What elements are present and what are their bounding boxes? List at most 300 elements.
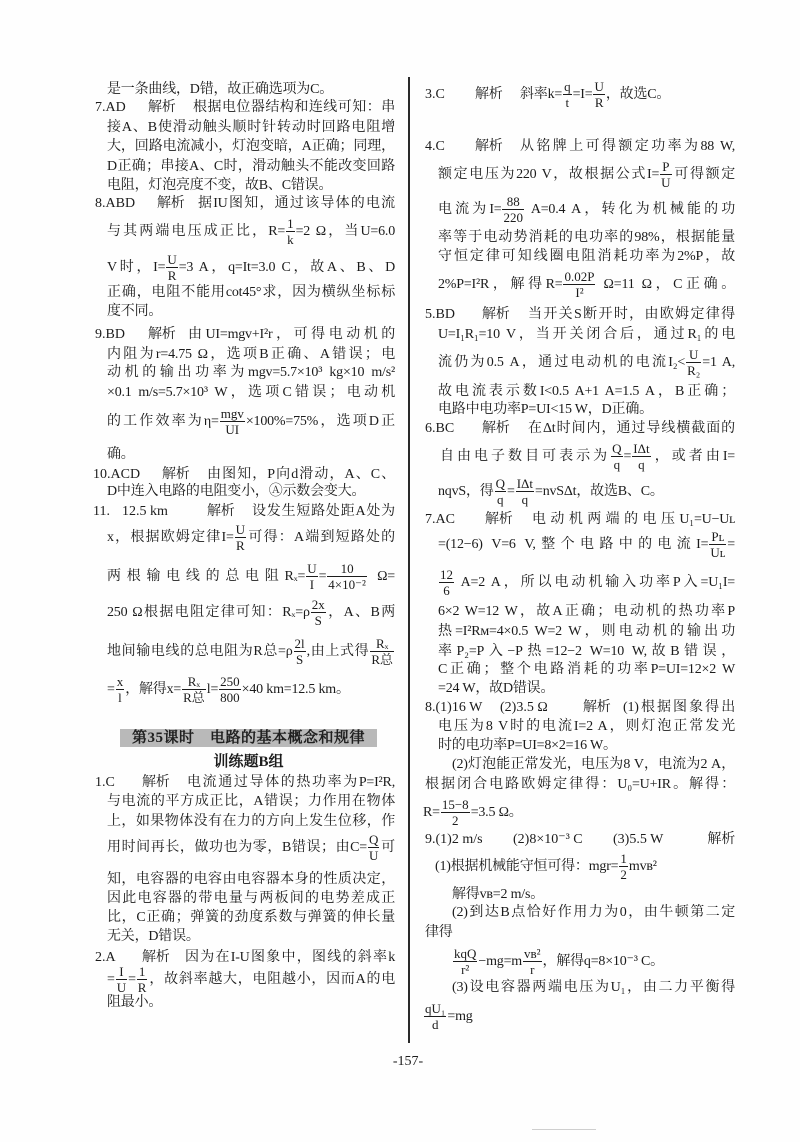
answer-text: = (107, 682, 115, 697)
answer-text: 电流为I= (438, 202, 502, 217)
answer-text: =mg (447, 1009, 473, 1024)
fraction-denominator: R (137, 980, 147, 996)
fraction (563, 269, 595, 300)
analysis-label: 解析 (148, 327, 176, 342)
fraction-numerator: 2x (311, 597, 325, 613)
answer-text: 无关，D错误。 (107, 929, 200, 944)
short-answer: 12.5 km (122, 504, 168, 519)
answer-line (452, 755, 735, 775)
answer-text: 热=I²Rᴍ=4×0.5 W=2 W，则电动机的输出功 (438, 624, 735, 639)
analysis-label: 解析 (207, 504, 235, 519)
answer-text: mvʙ² (628, 859, 657, 874)
fraction-denominator: t (565, 95, 570, 111)
fraction (611, 441, 622, 472)
answer-line (438, 347, 735, 379)
answer-line (107, 157, 395, 177)
fraction (660, 159, 671, 190)
answer-text: 度不同。 (107, 304, 163, 319)
answer-text: 动机的输出功率为mgv=5.7×10³ kg×10 m/s² (107, 365, 395, 380)
answer-line (95, 773, 395, 793)
answer-text: 知，电容器的电容由电容器本身的性质决定， (107, 872, 395, 887)
short-answer: (2)3.5 Ω (500, 700, 548, 715)
answer-text: 用时间再长，做功也为零，B错误；由C= (107, 840, 368, 855)
fraction (327, 561, 367, 592)
answer-text: C正确；整个电路消耗的功率P=UI=12×2 W (438, 662, 735, 677)
lesson-title: 第35课时 电路的基本概念和规律 (120, 729, 377, 747)
fraction-denominator: q (497, 492, 504, 508)
fraction-numerator: 1 (137, 964, 148, 980)
fraction-denominator: S (295, 652, 304, 668)
answer-text: 大，回路电流减小，灯泡变暗，A正确；同理， (107, 139, 395, 154)
answer-line (107, 636, 395, 668)
answer-line (107, 283, 395, 303)
answer-text: 地间输电线的总电阻为R总=ρ (107, 644, 293, 659)
fraction-numerator: x (116, 674, 124, 690)
answer-line (435, 851, 657, 883)
fraction-denominator: R总 (183, 690, 205, 706)
answer-line (438, 247, 735, 267)
answer-text: =1 A, (702, 355, 735, 370)
fraction-numerator: U (686, 347, 701, 363)
answer-text: 250 Ω根据电阻定律可知：Rₓ=ρ (107, 605, 310, 620)
fraction-denominator: UI (225, 422, 240, 438)
answer-text: (3)设电容器两端电压为U₁，由二力平衡得 (452, 980, 735, 995)
fraction-denominator: R (236, 538, 245, 554)
answer-line (107, 302, 162, 322)
answer-text: = (107, 972, 115, 987)
answer-text: A=0.4 A，转化为机械能的功 (524, 202, 736, 217)
fraction-denominator: 2 (452, 813, 459, 829)
answer-text: 可得：A端到短路处的 (247, 530, 395, 545)
fraction-denominator: q (638, 457, 645, 473)
answer-text: 故电流表示数I<0.5 A+1 A=1.5 A，B正确； (438, 384, 735, 399)
analysis-label: 解析 (148, 100, 176, 115)
answer-text: 6×2 W=12 W，故A正确；电动机的热功率P (438, 604, 735, 619)
answer-text: 自由电子数目可表示为 (440, 449, 611, 464)
answer-text: 阻最小。 (107, 995, 163, 1010)
analysis-label: 解析 (142, 775, 170, 790)
answer-text: 根据闭合电路欧姆定律得：U₀=U+IR。解得： (425, 777, 735, 792)
fraction-numerator: 10 (327, 561, 367, 577)
answer-line (438, 567, 735, 599)
answer-line (107, 908, 395, 928)
fraction-denominator: I (309, 577, 315, 593)
answer-text: l= (206, 682, 219, 697)
answer-line (438, 602, 735, 622)
answer-line (423, 797, 523, 829)
answer-text: 由图知，P向d滑动，A、C、 (207, 467, 395, 482)
answer-text: =2 Ω，当U=6.0 (295, 224, 395, 239)
answer-text: ，解得x= (125, 682, 182, 697)
question-number: 8.ABD (95, 196, 136, 211)
answer-line (107, 889, 395, 909)
answer-text: ×0.1 m/s=5.7×10³ W，选项C错误；电动机 (107, 385, 395, 400)
fraction-denominator: S (314, 613, 322, 629)
analysis-label: 解析 (162, 467, 190, 482)
answer-text: 接A、B使滑动触头顺时针转动时回路电阻增 (107, 120, 395, 135)
answer-line (107, 832, 395, 864)
answer-line (438, 400, 653, 420)
answer-line (452, 946, 664, 978)
question-number: 9.BD (95, 327, 125, 342)
fraction-denominator: 800 (220, 690, 240, 706)
question-number: 10.ACD (93, 467, 141, 482)
answer-text: 与其两端电压成正比，R= (107, 224, 286, 239)
answer-text: ×100%=75%，选项D正 (245, 414, 395, 429)
answer-text: 因为在I-U图象中，图线的斜率k (185, 950, 395, 965)
answer-line (93, 502, 395, 522)
answer-text: (2)到达B点恰好作用力为0，由牛顿第二定 (452, 905, 735, 920)
answer-text: 可得额定 (672, 167, 736, 182)
answer-text: V时，I= (107, 260, 166, 275)
fraction-denominator: U (661, 175, 671, 191)
answer-text: 从铭牌上可得额定功率为88 W, (520, 139, 735, 154)
answer-text: 律得 (425, 925, 453, 940)
question-number: 7.AC (425, 512, 455, 527)
answer-text: 据IU图知，通过该导体的电流 (198, 196, 395, 211)
answer-text: ，故斜率越大，电阻越小，因而A的电 (148, 972, 395, 987)
fraction-numerator: 0.02P (564, 269, 595, 285)
answer-text: 时的电功率P=UI=8×2=16 W。 (438, 738, 617, 753)
answer-line (438, 642, 735, 662)
fraction (311, 597, 326, 628)
answer-line (425, 305, 735, 325)
answer-line (438, 622, 735, 642)
fraction (294, 636, 306, 667)
question-number: 11. (93, 504, 110, 519)
answer-text: U=I₁R₁=10 V，当开关闭合后，通过R₁的电 (438, 327, 735, 342)
fraction-numerator: q (564, 79, 571, 95)
answer-text: 电路中电功率P=UI<15 W，D正确。 (438, 402, 653, 417)
answer-text: 当开关S断开时，由欧姆定律得 (528, 307, 735, 322)
fraction-numerator: mgv (220, 406, 244, 422)
answer-line (425, 419, 735, 439)
fraction-denominator: d (431, 1017, 439, 1033)
answer-line (107, 812, 395, 832)
fraction-numerator: Pʟ (709, 529, 726, 545)
answer-text: =3.5 Ω。 (470, 805, 523, 820)
fraction (495, 476, 506, 507)
answer-line (107, 406, 395, 438)
fraction-denominator: q (613, 457, 621, 473)
answer-line (107, 345, 395, 365)
answer-text: =24 W，故D错误。 (438, 681, 555, 696)
answer-text: ，故选C。 (605, 87, 671, 102)
fraction-numerator: Q (369, 832, 379, 848)
answer-text: D正确；串接A、C时，滑动触头不能改变回路 (107, 159, 395, 174)
analysis-label: 解析 (482, 307, 510, 322)
answer-text: 解得vʙ=2 m/s。 (452, 887, 545, 902)
question-number: 6.BC (425, 421, 455, 436)
question-number: 4.C (425, 139, 445, 154)
answer-line (438, 660, 735, 680)
fraction-denominator: q (521, 492, 529, 508)
fraction (235, 522, 246, 553)
analysis-label: 解析 (475, 87, 503, 102)
fraction (368, 832, 379, 863)
answer-text: R= (423, 805, 440, 820)
lesson-subtitle: 训练题B组 (213, 754, 284, 770)
fraction-numerator: Q (612, 441, 622, 457)
fraction (182, 674, 206, 705)
answer-line (107, 870, 395, 890)
answer-text: =(12−6) V=6 V,整个电路中的电流I= (438, 537, 709, 552)
fraction-numerator: IΔt (516, 476, 533, 492)
answer-line (425, 510, 735, 530)
answer-text: 率P₂=P入−P热=12−2 W=10 W,故B错误， (438, 644, 735, 659)
analysis-label: 解析 (475, 139, 503, 154)
analysis-label: 解析 (142, 950, 170, 965)
fraction (220, 406, 245, 437)
fraction-numerator: kqQ (454, 946, 477, 962)
short-answer: (3)5.5 W (613, 832, 664, 847)
fraction-numerator: U (307, 561, 317, 577)
question-number: 2.A (95, 950, 116, 965)
fraction-numerator: P (660, 159, 671, 175)
answer-line (423, 1001, 473, 1033)
answer-text: D中连入电路的电阻变小，Ⓐ示数会变大。 (107, 484, 366, 499)
fraction-denominator: 220 (503, 210, 523, 226)
fraction (619, 851, 628, 882)
answer-line (438, 269, 736, 301)
fraction-denominator: l (118, 690, 122, 706)
answer-line (107, 383, 395, 403)
fraction (523, 946, 542, 977)
answer-line (95, 98, 395, 118)
answer-line (452, 978, 735, 998)
answer-text: = (623, 449, 632, 464)
analysis-label: 解析 (482, 421, 510, 436)
answer-text: = (506, 484, 515, 499)
analysis-label: 解析 (157, 196, 185, 211)
answer-text: = (128, 972, 136, 987)
answer-text: = (727, 537, 735, 552)
question-number: 8.(1)16 W (425, 700, 483, 715)
answer-text: nqvS，得 (438, 484, 494, 499)
answer-text: 比，C正确；弹簧的劲度系数与弹簧的伸长量 (107, 910, 395, 925)
analysis-label: 解析 (485, 512, 513, 527)
fraction (453, 946, 477, 977)
answer-text: 与电流的平方成正比，A错误；力作用在物体 (107, 794, 395, 809)
fraction (709, 529, 726, 560)
answer-text: 电动机两端的电压U₁=U−Uʟ (532, 512, 735, 527)
answer-line (107, 445, 135, 465)
answer-text: (2)灯泡能正常发光，电压为8 V，电流为2 A， (452, 757, 735, 772)
answer-text: =I= (572, 87, 593, 102)
answer-text: 电流通过导体的热功率为P=I²R, (187, 775, 395, 790)
answer-text: ,由上式得 (306, 644, 370, 659)
answer-text: (1)根据机械能守恒可得：mgr= (435, 859, 619, 874)
fraction-numerator: Rₓ (370, 636, 394, 652)
answer-text: =3 A，q=It=3.0 C，故A、B、D (178, 260, 396, 275)
fraction-denominator: U (369, 848, 379, 864)
fraction (632, 441, 650, 472)
fraction (563, 79, 572, 110)
fraction (116, 964, 127, 995)
answer-text: 内阻为r=4.75 Ω，选项B正确、A错误；电 (107, 347, 395, 362)
fraction-denominator: 4×10⁻² (328, 577, 366, 593)
answer-line (438, 717, 735, 737)
fraction (441, 797, 470, 828)
short-answer: (2)8×10⁻³ C (513, 832, 583, 847)
fraction-numerator: 15−8 (441, 797, 469, 813)
fraction-numerator: U (594, 79, 604, 95)
fraction (686, 347, 701, 378)
fraction (166, 252, 177, 283)
fraction-numerator: 1 (620, 851, 627, 867)
answer-line (107, 216, 395, 248)
answer-line (438, 194, 736, 226)
answer-line (107, 252, 396, 284)
answer-text: 2%P=I²R，解得R= (438, 277, 563, 292)
fraction (286, 216, 295, 247)
answer-text: 的工作效率为η= (107, 414, 219, 429)
fraction (593, 79, 604, 110)
answer-line (438, 382, 735, 402)
answer-text: −mg=m (478, 954, 522, 969)
fraction-numerator: 2l (294, 636, 305, 652)
answer-line (95, 325, 395, 345)
fraction-numerator: I (116, 964, 127, 980)
answer-line (438, 736, 617, 756)
fraction-denominator: R₂ (687, 363, 701, 379)
answer-text: 因此电容器的带电量与两板间的电势差成正 (107, 891, 395, 906)
answer-text: ，解得q=8×10⁻³ C。 (542, 954, 664, 969)
answer-text: 额定电压为220 V，故根据公式I= (438, 167, 660, 182)
fraction-numerator: qU₁ (425, 1001, 446, 1017)
answer-line (107, 176, 332, 196)
answer-line (438, 679, 554, 699)
answer-line (107, 137, 395, 157)
answer-line (438, 159, 736, 191)
answer-text: (1)根据图象得出 (623, 700, 735, 715)
fraction (516, 476, 534, 507)
answer-line (107, 363, 395, 383)
answer-text: 可 (380, 840, 395, 855)
fraction-numerator: Rₓ (182, 674, 206, 690)
fraction-denominator: k (287, 232, 294, 248)
answer-line (425, 698, 735, 718)
fraction (424, 1001, 446, 1032)
question-number: 9.(1)2 m/s (425, 832, 483, 847)
answer-text: x，根据欧姆定律I= (107, 530, 234, 545)
answer-line (438, 325, 735, 345)
fraction (502, 194, 524, 225)
fraction-denominator: Uʟ (710, 545, 726, 561)
answer-text: 电压为8 V时的电流I=2 A，则灯泡正常发光 (438, 719, 735, 734)
question-number: 5.BD (425, 307, 455, 322)
analysis-label: 解析 (707, 832, 735, 847)
answer-line (107, 792, 395, 812)
answer-text: 上，如果物体没有在力的方向上发生位移，作 (107, 814, 395, 829)
column-divider (408, 77, 410, 1043)
answer-text: A=2 A，所以电动机输入功率P入=U₁I= (455, 575, 735, 590)
answer-line (452, 903, 735, 923)
answer-line (107, 522, 395, 554)
answer-text: Ω=11 Ω，C正确。 (596, 277, 736, 292)
answer-line (425, 923, 453, 943)
answer-line (452, 885, 544, 905)
fraction-numerator: 88 (502, 194, 524, 210)
answer-line (107, 561, 395, 593)
answer-line (425, 137, 735, 157)
fraction-numerator: U (235, 522, 246, 538)
fraction-numerator: vʙ² (523, 946, 541, 962)
answer-text: 两根输电线的总电阻Rₓ= (107, 569, 306, 584)
answer-text: 流仍为0.5 A，通过电动机的电流I₂< (438, 355, 686, 370)
answer-text: 根据电位器结构和连线可知：串 (193, 100, 395, 115)
answer-text: 率等于电动势消耗的电功率的98%，根据能量 (438, 230, 735, 245)
answer-text: 正确，电阻不能用cot45°求，因为横纵坐标标 (107, 285, 395, 300)
answer-line (438, 529, 735, 561)
fraction-denominator: U (116, 980, 127, 996)
fraction-denominator: R (594, 95, 604, 111)
fraction-numerator: 250 (220, 674, 240, 690)
answer-line (107, 482, 365, 502)
fraction-numerator: 1 (287, 216, 294, 232)
fraction-denominator: R (167, 268, 177, 284)
fraction-denominator: 6 (443, 583, 450, 599)
answer-line (107, 964, 395, 996)
answer-line (107, 118, 395, 138)
fraction-denominator: 2 (620, 867, 627, 883)
scan-artifact-line (532, 1129, 596, 1130)
fraction-denominator: I² (575, 285, 584, 301)
answer-line (425, 775, 735, 795)
page-number: -157- (392, 1054, 424, 1069)
answer-text: ×40 km=12.5 km。 (241, 682, 350, 697)
fraction-numerator: IΔt (633, 441, 650, 457)
answer-text: 由UI=mgv+I²r，可得电动机的 (188, 327, 395, 342)
fraction-numerator: 12 (440, 567, 453, 583)
answer-text: Ω= (367, 569, 395, 584)
question-number: 3.C (425, 87, 445, 102)
fraction-denominator: r² (461, 962, 470, 978)
answer-text: 在Δt时间内，通过导线横截面的 (528, 421, 735, 436)
answer-text: 设发生短路处距A处为 (252, 504, 395, 519)
fraction-denominator: r (530, 962, 535, 978)
answer-text: 斜率k= (520, 87, 563, 102)
answer-line (440, 441, 735, 473)
question-number: 1.C (95, 775, 115, 790)
answer-line (107, 597, 395, 629)
fraction-numerator: Q (495, 476, 505, 492)
question-number: 7.AD (95, 100, 126, 115)
fraction-denominator: R总 (371, 652, 393, 668)
answer-text: ，A、B两 (326, 605, 395, 620)
answer-text: ，或者由I= (651, 449, 735, 464)
answer-text: 确。 (107, 447, 135, 462)
answer-line (425, 79, 671, 111)
fraction (137, 964, 148, 995)
answer-line (107, 80, 333, 100)
answer-text (520, 79, 671, 111)
fraction (370, 636, 394, 667)
answer-text: =nvSΔt，故选B、C。 (535, 484, 664, 499)
answer-line (107, 993, 162, 1013)
answer-line (438, 476, 664, 508)
answer-line (95, 194, 395, 214)
answer-line (438, 228, 735, 248)
answer-line (425, 830, 735, 850)
answer-text: 电阻，灯泡亮度不变，故B、C错误。 (107, 178, 333, 193)
answer-text: 是一条曲线，D错，故正确选项为C。 (107, 82, 334, 97)
answer-text: 守恒定律可知线圈电阻消耗功率为2%P，故 (438, 249, 735, 264)
analysis-label: 解析 (583, 700, 611, 715)
answer-line (107, 674, 350, 706)
fraction (439, 567, 454, 598)
answer-line (107, 927, 200, 947)
